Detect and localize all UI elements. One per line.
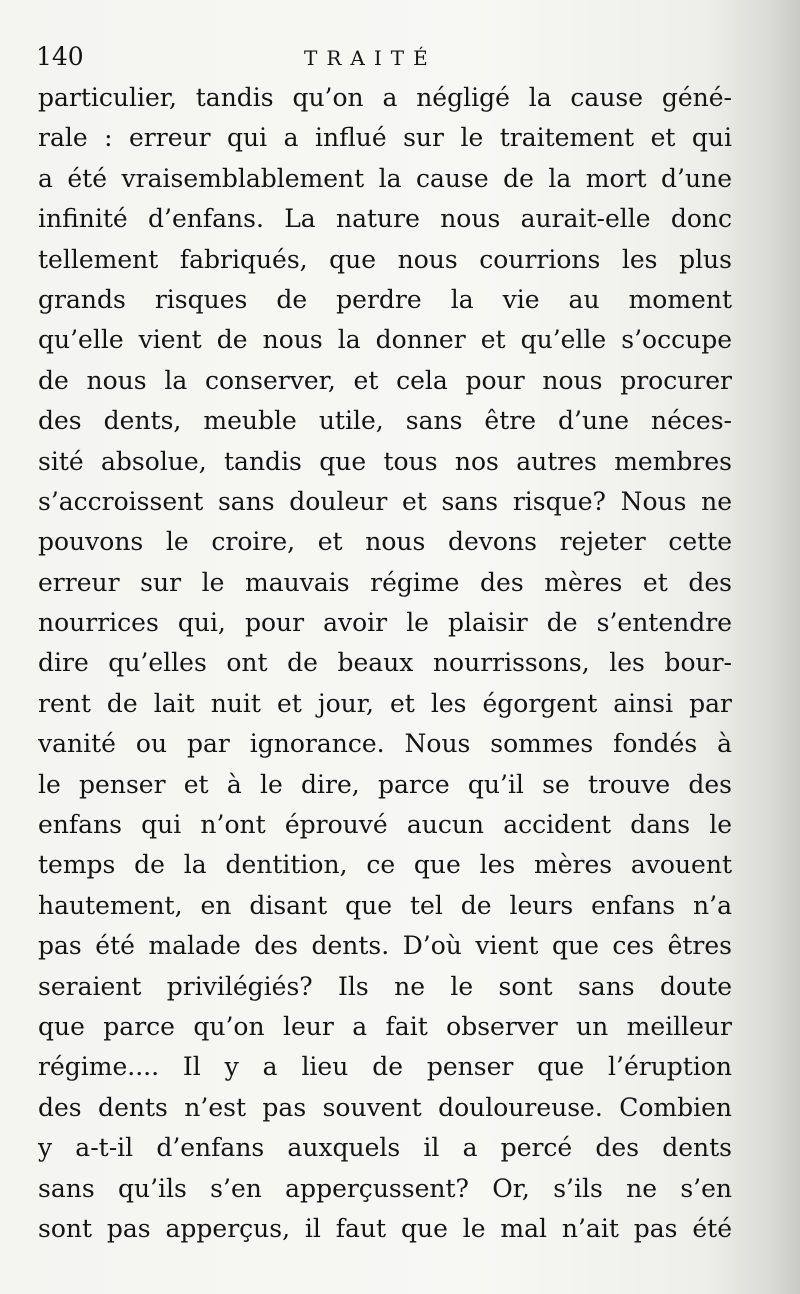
text-line: des dents n’est pas souvent douloureuse. Combien xyxy=(38,1092,732,1122)
page-number: 140 xyxy=(36,42,84,71)
text-line: rale : erreur qui a influé sur le traitement et qui xyxy=(38,123,732,153)
text-line: des dents, meuble utile, sans être d’une néces- xyxy=(38,406,732,436)
text-line: nourrices qui, pour avoir le plaisir de s’entendre xyxy=(38,608,732,638)
text-line: particulier, tandis qu’on a négligé la cause géné- xyxy=(38,83,732,112)
body-text xyxy=(38,78,732,1249)
text-line: pouvons le croire, et nous devons rejeter cette xyxy=(38,527,732,557)
text-line: qu’elle vient de nous la donner et qu’elle s’occupe xyxy=(38,325,732,355)
text-line: pas été malade des dents. D’où vient que ces êtres xyxy=(38,931,732,961)
page-header xyxy=(36,40,736,80)
text-line: rent de lait nuit et jour, et les égorgent ainsi par xyxy=(38,688,732,718)
text-line: dire qu’elles ont de beaux nourrissons, les bour- xyxy=(38,648,732,678)
text-line: sont pas apperçus, il faut que le mal n’ait pas été xyxy=(38,1213,732,1243)
text-line: erreur sur le mauvais régime des mères et des xyxy=(38,567,732,597)
text-line: que parce qu’on leur a fait observer un meilleur xyxy=(38,1011,732,1041)
text-line: hautement, en disant que tel de leurs enfans n’a xyxy=(38,890,732,920)
text-line: a été vraisemblablement la cause de la mort d’une xyxy=(38,163,732,193)
text-line: enfans qui n’ont éprouvé aucun accident dans le xyxy=(38,810,732,840)
text-line: vanité ou par ignorance. Nous sommes fondés à xyxy=(38,729,732,759)
text-line: sité absolue, tandis que tous nos autres membres xyxy=(38,446,732,476)
text-line: grands risques de perdre la vie au moment xyxy=(38,284,732,314)
running-head: TRAITÉ xyxy=(304,46,437,70)
text-line: temps de la dentition, ce que les mères avouent xyxy=(38,850,732,880)
text-line: le penser et à le dire, parce qu’il se trouve des xyxy=(38,769,732,799)
text-line: de nous la conserver, et cela pour nous procurer xyxy=(38,365,732,395)
text-line: seraient privilégiés? Ils ne le sont sans doute xyxy=(38,971,732,1001)
text-line: infinité d’enfans. La nature nous aurait-elle donc xyxy=(38,204,732,234)
text-line: régime.... Il y a lieu de penser que l’éruption xyxy=(38,1052,732,1082)
text-line: sans qu’ils s’en apperçussent? Or, s’ils ne s’en xyxy=(38,1173,732,1203)
text-line: s’accroissent sans douleur et sans risque? Nous ne xyxy=(38,486,732,516)
text-line: y a-t-il d’enfans auxquels il a percé des dents xyxy=(38,1133,732,1163)
text-line: tellement fabriqués, que nous courrions les plus xyxy=(38,244,732,274)
